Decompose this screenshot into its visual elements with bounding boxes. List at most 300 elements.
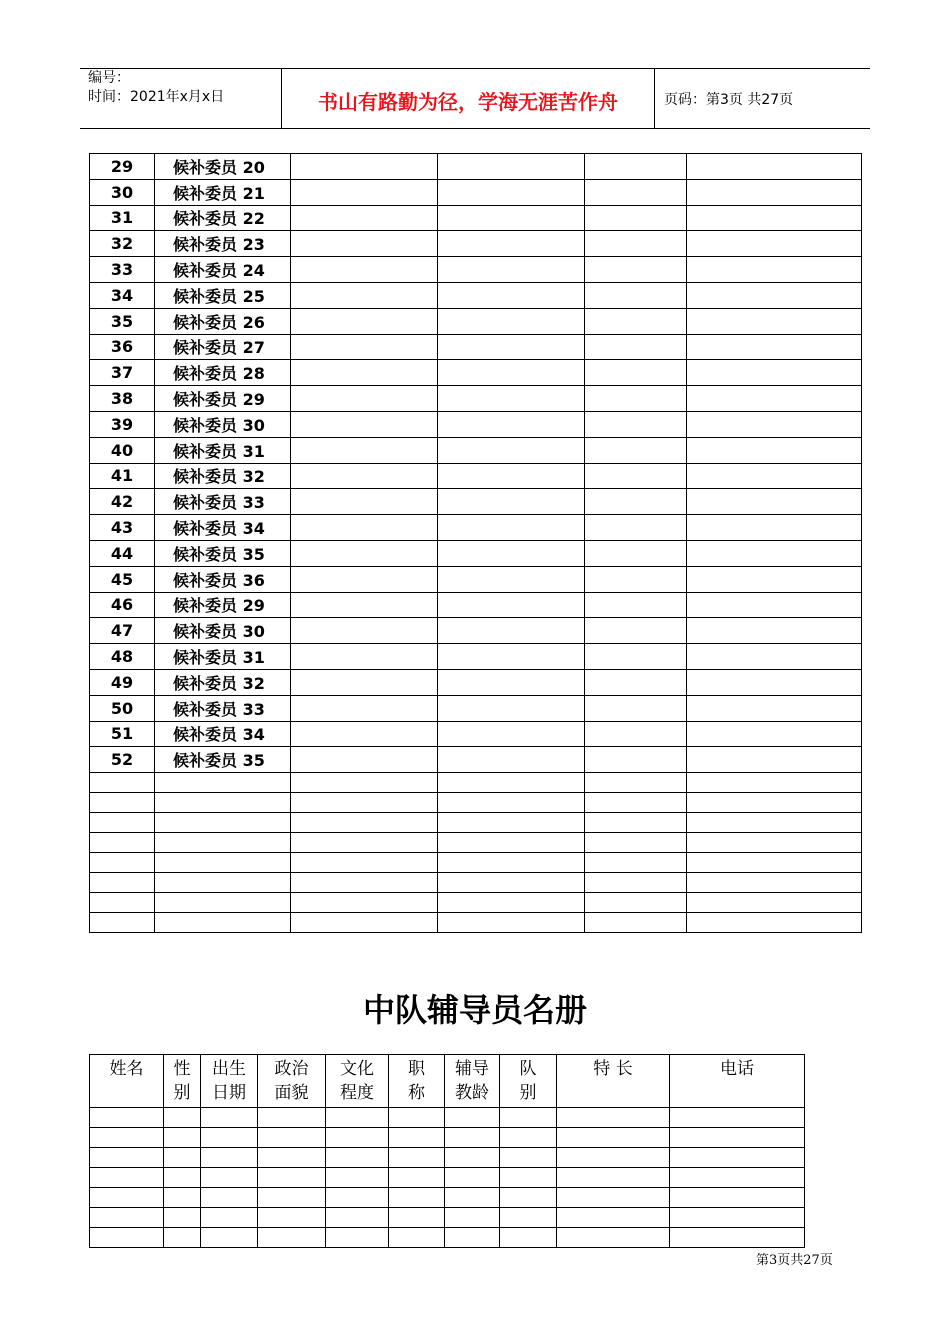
column-header — [90, 1055, 164, 1108]
table-cell — [687, 592, 862, 618]
table-cell — [258, 1128, 326, 1148]
table-cell — [438, 154, 585, 180]
table-cell — [438, 489, 585, 515]
table-row — [90, 463, 862, 489]
table-cell — [155, 773, 291, 793]
table-cell — [585, 308, 687, 334]
table-cell — [438, 308, 585, 334]
row-number: 34 — [90, 282, 155, 308]
table-cell — [687, 437, 862, 463]
table-cell — [291, 618, 438, 644]
table-cell — [291, 893, 438, 913]
table-row — [90, 721, 862, 747]
table-row — [90, 644, 862, 670]
row-number: 39 — [90, 411, 155, 437]
table-row — [90, 411, 862, 437]
table-cell — [687, 205, 862, 231]
table-cell — [90, 1188, 164, 1208]
table-row — [90, 1148, 805, 1168]
table-cell — [585, 411, 687, 437]
member-name: 候补委员 34 — [155, 515, 291, 541]
table-cell — [438, 873, 585, 893]
table-cell — [291, 360, 438, 386]
table-cell — [201, 1208, 258, 1228]
member-name: 候补委员 29 — [155, 592, 291, 618]
table-cell — [291, 515, 438, 541]
table-row — [90, 1108, 805, 1128]
column-header — [670, 1055, 805, 1108]
table-cell — [687, 463, 862, 489]
time-label: 时间：2021年x月x日 — [88, 89, 225, 105]
table-row — [90, 308, 862, 334]
table-cell — [445, 1188, 500, 1208]
table-cell — [585, 873, 687, 893]
table-cell — [438, 853, 585, 873]
column-header — [258, 1055, 326, 1108]
table-cell — [291, 282, 438, 308]
counselor-table — [89, 1054, 805, 1248]
table-cell — [164, 1128, 201, 1148]
column-header — [326, 1055, 389, 1108]
member-name: 候补委员 29 — [155, 386, 291, 412]
table-cell — [291, 853, 438, 873]
header-divider — [654, 68, 655, 128]
table-cell — [445, 1168, 500, 1188]
member-name: 候补委员 32 — [155, 463, 291, 489]
table-cell — [438, 813, 585, 833]
table-cell — [291, 873, 438, 893]
table-cell — [291, 489, 438, 515]
table-row — [90, 1228, 805, 1248]
table-row — [90, 813, 862, 833]
table-cell — [585, 669, 687, 695]
table-cell — [389, 1168, 445, 1188]
table-cell — [687, 618, 862, 644]
table-cell — [687, 540, 862, 566]
table-cell — [291, 833, 438, 853]
table-cell — [291, 793, 438, 813]
table-cell — [326, 1228, 389, 1248]
member-name: 候补委员 27 — [155, 334, 291, 360]
header-meta — [88, 69, 224, 107]
column-header-line: 面貌 — [274, 1083, 309, 1103]
table-cell — [291, 308, 438, 334]
table-cell — [438, 747, 585, 773]
table-cell — [438, 540, 585, 566]
table-cell — [670, 1188, 805, 1208]
table-cell — [687, 893, 862, 913]
table-cell — [155, 813, 291, 833]
table-cell — [90, 913, 155, 933]
column-header — [500, 1055, 557, 1108]
table-cell — [291, 334, 438, 360]
table-cell — [585, 695, 687, 721]
row-number: 30 — [90, 179, 155, 205]
member-name: 候补委员 35 — [155, 540, 291, 566]
table-row — [90, 618, 862, 644]
column-header-line: 职 — [408, 1059, 425, 1079]
table-cell — [389, 1228, 445, 1248]
table-cell — [585, 893, 687, 913]
table-cell — [445, 1108, 500, 1128]
member-table — [89, 153, 862, 933]
member-name: 候补委员 33 — [155, 695, 291, 721]
member-name: 候补委员 32 — [155, 669, 291, 695]
table-row — [90, 695, 862, 721]
table-cell — [326, 1148, 389, 1168]
column-header — [445, 1055, 500, 1108]
table-cell — [557, 1108, 670, 1128]
member-name: 候补委员 31 — [155, 437, 291, 463]
table-cell — [500, 1228, 557, 1248]
table-cell — [164, 1148, 201, 1168]
table-cell — [585, 747, 687, 773]
table-cell — [201, 1108, 258, 1128]
table-cell — [90, 1228, 164, 1248]
table-cell — [585, 386, 687, 412]
table-cell — [670, 1228, 805, 1248]
table-cell — [164, 1188, 201, 1208]
table-cell — [585, 853, 687, 873]
table-row — [90, 386, 862, 412]
column-header-line: 程度 — [340, 1083, 374, 1103]
table-cell — [201, 1228, 258, 1248]
table-row — [90, 893, 862, 913]
table-cell — [557, 1188, 670, 1208]
member-name: 候补委员 30 — [155, 618, 291, 644]
table-row — [90, 853, 862, 873]
table-cell — [438, 282, 585, 308]
table-cell — [90, 1168, 164, 1188]
table-cell — [326, 1168, 389, 1188]
table-cell — [438, 695, 585, 721]
column-header-line: 政治 — [274, 1059, 309, 1079]
table-cell — [670, 1168, 805, 1188]
table-cell — [90, 893, 155, 913]
column-header-line: 姓名 — [109, 1059, 144, 1079]
table-row — [90, 1168, 805, 1188]
table-cell — [291, 773, 438, 793]
table-row — [90, 793, 862, 813]
table-cell — [90, 853, 155, 873]
table-cell — [201, 1168, 258, 1188]
member-name: 候补委员 24 — [155, 257, 291, 283]
column-header-line: 电话 — [720, 1059, 754, 1079]
table-cell — [291, 644, 438, 670]
table-row — [90, 489, 862, 515]
column-header-line: 日期 — [212, 1083, 246, 1103]
row-number: 35 — [90, 308, 155, 334]
table-cell — [90, 1128, 164, 1148]
table-cell — [687, 913, 862, 933]
table-row — [90, 1208, 805, 1228]
table-cell — [164, 1208, 201, 1228]
table-cell — [438, 893, 585, 913]
table-row — [90, 540, 862, 566]
table-cell — [258, 1228, 326, 1248]
table-cell — [585, 793, 687, 813]
member-name: 候补委员 22 — [155, 205, 291, 231]
row-number: 31 — [90, 205, 155, 231]
table-cell — [90, 873, 155, 893]
table-cell — [585, 437, 687, 463]
table-cell — [258, 1208, 326, 1228]
row-number: 50 — [90, 695, 155, 721]
member-name: 候补委员 26 — [155, 308, 291, 334]
table-cell — [201, 1128, 258, 1148]
table-cell — [438, 592, 585, 618]
table-row — [90, 773, 862, 793]
member-name: 候补委员 23 — [155, 231, 291, 257]
table-cell — [585, 618, 687, 644]
table-cell — [438, 721, 585, 747]
table-cell — [687, 489, 862, 515]
table-cell — [291, 913, 438, 933]
table-cell — [585, 205, 687, 231]
row-number: 44 — [90, 540, 155, 566]
table-cell — [438, 334, 585, 360]
table-row — [90, 669, 862, 695]
table-cell — [585, 463, 687, 489]
table-cell — [687, 179, 862, 205]
table-cell — [687, 721, 862, 747]
row-number: 40 — [90, 437, 155, 463]
table-cell — [687, 773, 862, 793]
table-cell — [687, 282, 862, 308]
table-cell — [291, 813, 438, 833]
table-cell — [164, 1108, 201, 1128]
member-name: 候补委员 21 — [155, 179, 291, 205]
table-cell — [438, 566, 585, 592]
table-cell — [687, 695, 862, 721]
table-cell — [291, 566, 438, 592]
table-cell — [258, 1188, 326, 1208]
table-cell — [291, 592, 438, 618]
table-cell — [585, 721, 687, 747]
table-cell — [585, 179, 687, 205]
table-cell — [585, 489, 687, 515]
table-cell — [445, 1148, 500, 1168]
table-cell — [585, 773, 687, 793]
row-number: 37 — [90, 360, 155, 386]
table-cell — [438, 205, 585, 231]
row-number: 47 — [90, 618, 155, 644]
table-cell — [438, 793, 585, 813]
table-row — [90, 257, 862, 283]
row-number: 29 — [90, 154, 155, 180]
serial-label: 编号： — [88, 70, 130, 86]
footer-page-info: 第3页共27页 — [756, 1253, 833, 1268]
table-cell — [155, 853, 291, 873]
table-cell — [687, 515, 862, 541]
table-cell — [687, 793, 862, 813]
table-cell — [500, 1148, 557, 1168]
table-cell — [438, 179, 585, 205]
member-name: 候补委员 25 — [155, 282, 291, 308]
column-header-line: 性 — [173, 1059, 191, 1079]
table-cell — [445, 1208, 500, 1228]
table-cell — [670, 1148, 805, 1168]
table-cell — [438, 437, 585, 463]
column-header-line: 出生 — [212, 1059, 246, 1079]
table-cell — [438, 515, 585, 541]
table-cell — [500, 1188, 557, 1208]
table-row — [90, 360, 862, 386]
row-number: 41 — [90, 463, 155, 489]
table-cell — [389, 1128, 445, 1148]
member-name: 候补委员 30 — [155, 411, 291, 437]
table-row — [90, 873, 862, 893]
table-cell — [557, 1208, 670, 1228]
table-cell — [500, 1208, 557, 1228]
table-cell — [326, 1108, 389, 1128]
table-cell — [291, 411, 438, 437]
table-cell — [438, 773, 585, 793]
table-cell — [687, 334, 862, 360]
table-cell — [585, 515, 687, 541]
table-row — [90, 1128, 805, 1148]
table-cell — [687, 833, 862, 853]
table-cell — [585, 257, 687, 283]
table-row — [90, 833, 862, 853]
table-cell — [438, 257, 585, 283]
column-header-line: 称 — [408, 1083, 425, 1103]
table-cell — [90, 1108, 164, 1128]
table-cell — [687, 386, 862, 412]
table-cell — [90, 1208, 164, 1228]
table-cell — [438, 669, 585, 695]
row-number: 32 — [90, 231, 155, 257]
member-name: 候补委员 35 — [155, 747, 291, 773]
column-header-line: 教龄 — [455, 1083, 489, 1103]
table-cell — [557, 1228, 670, 1248]
table-cell — [438, 386, 585, 412]
member-name: 候补委员 33 — [155, 489, 291, 515]
table-cell — [201, 1188, 258, 1208]
table-cell — [438, 463, 585, 489]
table-cell — [164, 1228, 201, 1248]
column-header-line: 辅导 — [455, 1059, 489, 1079]
column-header — [201, 1055, 258, 1108]
table-row — [90, 179, 862, 205]
table-cell — [291, 695, 438, 721]
column-header — [557, 1055, 670, 1108]
table-cell — [90, 773, 155, 793]
table-cell — [687, 813, 862, 833]
table-cell — [155, 833, 291, 853]
column-header-line: 特 长 — [593, 1059, 633, 1079]
row-number: 45 — [90, 566, 155, 592]
table-cell — [557, 1128, 670, 1148]
table-row — [90, 154, 862, 180]
table-cell — [291, 721, 438, 747]
table-cell — [90, 813, 155, 833]
row-number: 48 — [90, 644, 155, 670]
table-cell — [438, 618, 585, 644]
table-cell — [291, 540, 438, 566]
table-cell — [687, 669, 862, 695]
column-header-line: 队 — [519, 1059, 537, 1079]
table-row — [90, 437, 862, 463]
header-bottom-rule — [80, 128, 870, 129]
table-cell — [291, 437, 438, 463]
member-name: 候补委员 28 — [155, 360, 291, 386]
table-cell — [585, 231, 687, 257]
table-cell — [90, 1148, 164, 1168]
table-cell — [326, 1208, 389, 1228]
table-cell — [500, 1168, 557, 1188]
row-number: 36 — [90, 334, 155, 360]
table-row — [90, 913, 862, 933]
table-cell — [585, 334, 687, 360]
member-name: 候补委员 34 — [155, 721, 291, 747]
table-cell — [585, 644, 687, 670]
table-cell — [155, 793, 291, 813]
table-row — [90, 282, 862, 308]
table-cell — [326, 1128, 389, 1148]
table-cell — [438, 913, 585, 933]
table-cell — [291, 205, 438, 231]
table-cell — [585, 813, 687, 833]
table-cell — [389, 1208, 445, 1228]
table-cell — [291, 179, 438, 205]
table-row — [90, 205, 862, 231]
row-number: 38 — [90, 386, 155, 412]
member-name: 候补委员 36 — [155, 566, 291, 592]
table-cell — [557, 1148, 670, 1168]
table-cell — [585, 913, 687, 933]
column-header-line: 别 — [173, 1083, 191, 1103]
column-header-line: 文化 — [340, 1059, 374, 1079]
column-header — [164, 1055, 201, 1108]
table-cell — [585, 154, 687, 180]
table-cell — [90, 833, 155, 853]
table-cell — [291, 669, 438, 695]
table-cell — [687, 747, 862, 773]
row-number: 49 — [90, 669, 155, 695]
table-row — [90, 334, 862, 360]
table-cell — [585, 540, 687, 566]
table-cell — [557, 1168, 670, 1188]
table-cell — [155, 913, 291, 933]
table-cell — [258, 1148, 326, 1168]
table-cell — [291, 747, 438, 773]
table-cell — [585, 360, 687, 386]
table-cell — [687, 308, 862, 334]
table-cell — [687, 411, 862, 437]
table-cell — [438, 411, 585, 437]
table-cell — [438, 231, 585, 257]
row-number: 46 — [90, 592, 155, 618]
table-cell — [90, 793, 155, 813]
header-page-info: 页码：第3页 共27页 — [664, 92, 794, 108]
table-cell — [389, 1188, 445, 1208]
table-cell — [687, 853, 862, 873]
table-cell — [291, 386, 438, 412]
member-name: 候补委员 31 — [155, 644, 291, 670]
section-title: 中队辅导员名册 — [362, 991, 587, 1029]
table-cell — [326, 1188, 389, 1208]
table-cell — [585, 833, 687, 853]
column-header-line: 别 — [519, 1083, 537, 1103]
table-row — [90, 1188, 805, 1208]
table-cell — [585, 592, 687, 618]
column-header — [389, 1055, 445, 1108]
table-cell — [670, 1108, 805, 1128]
table-cell — [687, 154, 862, 180]
table-cell — [445, 1228, 500, 1248]
table-cell — [164, 1168, 201, 1188]
